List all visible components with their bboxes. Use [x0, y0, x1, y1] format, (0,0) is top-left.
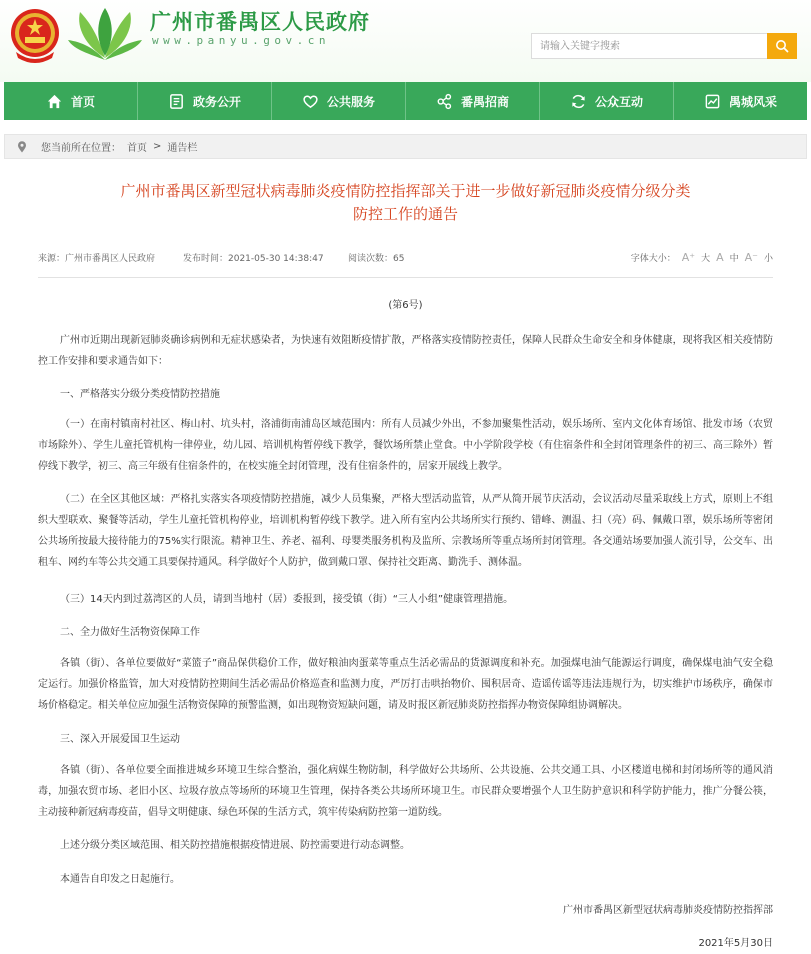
- paragraph-2: 各镇（街）、各单位要做好“菜篮子”商品保供稳价工作，做好粮油肉蛋菜等重点生活必需品的货源调度和补充。加强煤电油气能源运行调度，确保煤电油气安全稳定运行。加强价格监管，加大对疫情防控期间生活必需品价格巡查和监测力度，严厉打击哄抬物价、囤积居奇、造谣传谣等违法违规行为，切实维护市场秩序，确保市场价格稳定。相关单位应加强生活物资保障的预警监测，如出现物资短缺问题，请及时报区新冠肺炎防控指挥办物资保障组协调解决。: [38, 658, 773, 711]
- nav-item-city-scenery[interactable]: [674, 82, 807, 120]
- site-header: [0, 0, 811, 82]
- breadcrumb-current-link[interactable]: 通告栏: [167, 143, 198, 154]
- section-heading-3: 三、深入开展爱国卫生运动: [60, 734, 180, 745]
- font-large-button[interactable]: 大: [701, 254, 711, 264]
- signature: 广州市番禺区新型冠状病毒肺炎疫情防控指挥部: [563, 905, 773, 916]
- heart-icon: [302, 93, 319, 110]
- breadcrumb-prefix: 您当前所在位置：: [41, 143, 121, 154]
- search-button[interactable]: [767, 33, 797, 59]
- nav-item-investment[interactable]: [406, 82, 540, 120]
- search-box: [531, 33, 797, 59]
- nav-label: 首页: [70, 94, 95, 109]
- network-icon: [436, 93, 453, 110]
- article-meta: [38, 251, 773, 265]
- site-url: www.panyu.gov.cn: [152, 34, 330, 47]
- main-nav: [4, 82, 807, 120]
- paragraph-adjustment: 上述分级分类区域范围、相关防控措施根据疫情进展、防控需要进行动态调整。: [60, 840, 410, 851]
- font-size-control: [631, 251, 773, 264]
- paragraph-1-2: （二）在全区其他区域：严格扎实落实各项疫情防控措施，减少人员集聚，严格大型活动监管，从严从简开展节庆活动，会议活动尽量采取线上方式，原则上不组织大型联欢、聚餐等活动，学生儿童托管机构停业，培训机构暂停线下教学。进入所有室内公共场所实行预约、错峰、测温、扫（亮）码、佩戴口罩，娱乐场所等密闭公共场所按最大接待能力的75%实行限流。精神卫生、养老、福利、母婴类服务机构及监所、宗教场所等重点场所封闭管理。各交通站场要加强人流引导，公交车、出租车、网约车等公共交通工具要保持通风。科学做好个人防护，做到戴口罩、保持社交距离、勤洗手、测体温。: [38, 494, 773, 568]
- meta-divider: [38, 277, 773, 278]
- breadcrumb: [4, 134, 807, 159]
- nav-item-interaction[interactable]: [540, 82, 674, 120]
- article-title-line1: 广州市番禺区新型冠状病毒肺炎疫情防控指挥部关于进一步做好新冠肺炎疫情分级分类: [120, 182, 691, 200]
- home-icon: [46, 93, 63, 110]
- article-source: 来源：广州市番禺区人民政府: [38, 254, 156, 264]
- search-icon: [775, 39, 789, 53]
- paragraph-3: 各镇（街）、各单位要全面推进城乡环境卫生综合整治，强化病媒生物防制，科学做好公共场所、公共设施、公共交通工具、小区楼道电梯和封闭场所等的通风消毒，加强农贸市场、老旧小区、垃圾存放点等场所的环境卫生管理，保持各类公共场所环境卫生。市民群众要增强个人卫生防护意识和科学防护能力，推广分餐公筷，主动接种新冠病毒疫苗，倡导文明健康、绿色环保的生活方式，筑牢传染病防控第一道防线。: [38, 765, 773, 818]
- notice-number: (第6号): [388, 300, 423, 311]
- issue-date: 2021年5月30日: [698, 938, 773, 949]
- nav-label: 番禺招商: [460, 94, 509, 109]
- article-publish-time: 发布时间：2021-05-30 14:38:47: [183, 254, 324, 264]
- breadcrumb-separator: >: [153, 141, 162, 152]
- breadcrumb-home-link[interactable]: 首页: [127, 143, 147, 154]
- font-medium-button[interactable]: 中: [729, 254, 739, 264]
- nav-item-public-service[interactable]: [272, 82, 406, 120]
- nav-item-home[interactable]: [4, 82, 138, 120]
- national-emblem-icon: [8, 6, 62, 66]
- nav-label: 禺城风采: [728, 94, 777, 109]
- font-size-label: 字体大小：: [630, 254, 676, 264]
- panyu-logo-icon: [66, 6, 144, 64]
- refresh-icon: [570, 93, 587, 110]
- nav-item-gov-affairs[interactable]: [138, 82, 272, 120]
- paragraph-1-3: （三）14天内到过荔湾区的人员，请到当地村（居）委报到，接受镇（街）“三人小组”健康管理措施。: [60, 594, 514, 605]
- document-icon: [168, 93, 185, 110]
- nav-label: 公众互动: [594, 94, 643, 109]
- paragraph-effective: 本通告自印发之日起施行。: [60, 874, 180, 885]
- font-increase-icon: A⁺: [681, 251, 696, 264]
- section-heading-2: 二、全力做好生活物资保障工作: [60, 627, 200, 638]
- paragraph-1-1: （一）在南村镇南村社区、梅山村、坑头村，洛浦街南浦岛区域范围内：所有人员减少外出，不参加聚集性活动，娱乐场所、室内文化体育场馆、批发市场（农贸市场除外）、学生儿童托管机构一律停业，幼儿园、培训机构暂停线下教学，餐饮场所禁止堂食。中小学阶段学校（有住宿条件和全封闭管理条件的初三、高三除外）暂停线下教学，初三、高三年级有住宿条件的，在校实施全封闭管理，没有住宿条件的，居家开展线上教学。: [38, 419, 773, 472]
- nav-label: 政务公开: [192, 94, 241, 109]
- intro-paragraph: 广州市近期出现新冠肺炎确诊病例和无症状感染者，为快速有效阻断疫情扩散，严格落实疫情防控责任，保障人民群众生命安全和身体健康，现将我区相关疫情防控工作安排和要求通告如下：: [38, 335, 773, 367]
- font-decrease-icon: A⁻: [744, 251, 758, 264]
- font-normal-icon: A: [716, 251, 724, 264]
- search-input[interactable]: [532, 34, 768, 58]
- article-title-line2: 防控工作的通告: [352, 205, 458, 223]
- chart-icon: [704, 93, 721, 110]
- location-pin-icon: [17, 141, 27, 153]
- site-title: 广州市番禺区人民政府: [150, 10, 370, 34]
- section-heading-1: 一、严格落实分级分类疫情防控措施: [60, 389, 220, 400]
- article-views: 阅读次数：65: [348, 254, 405, 264]
- nav-label: 公共服务: [326, 94, 375, 109]
- font-small-button[interactable]: 小: [763, 254, 773, 264]
